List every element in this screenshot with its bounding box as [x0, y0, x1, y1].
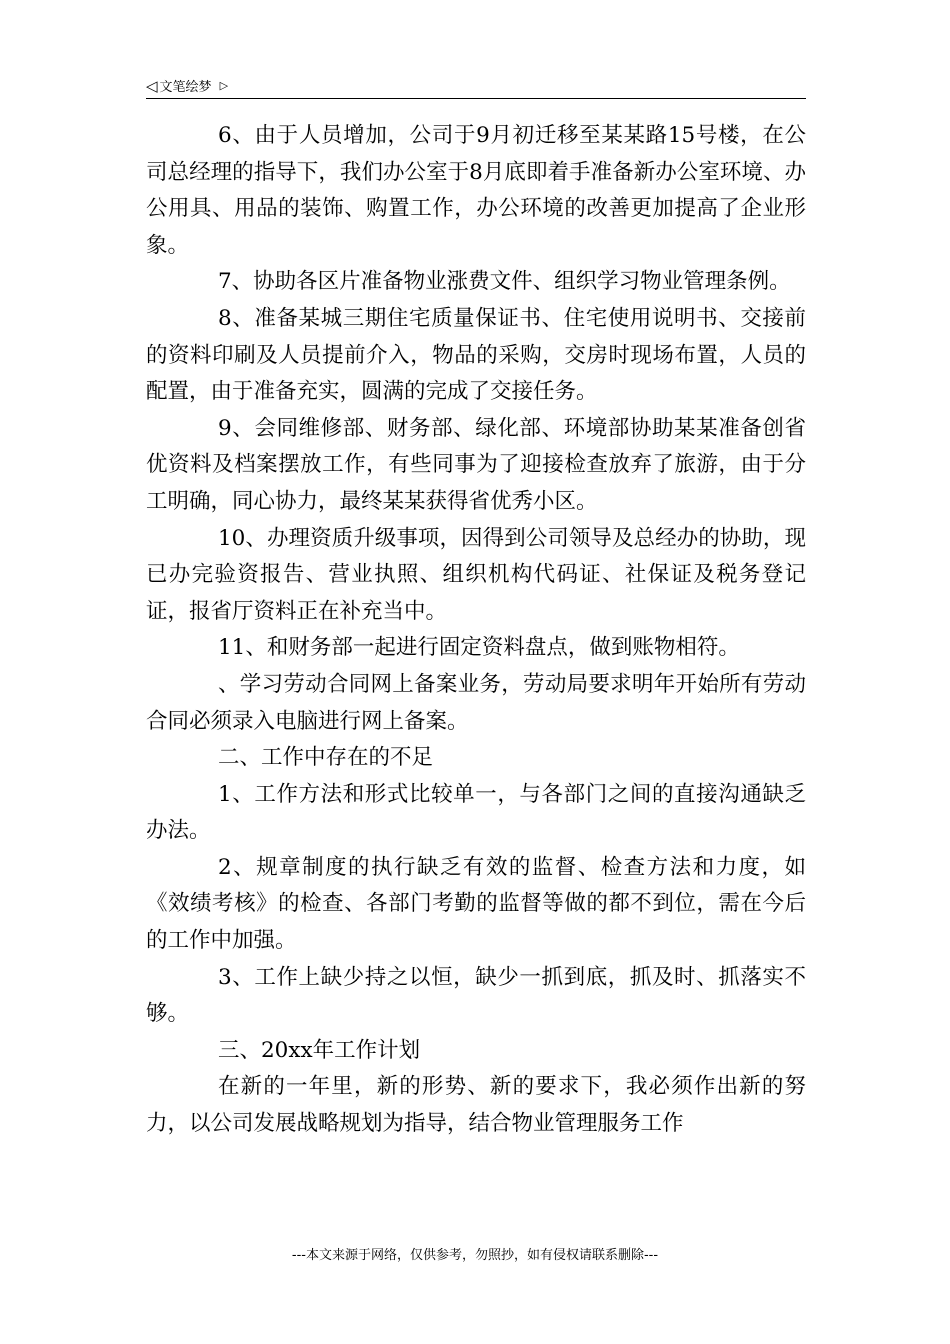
section-heading-plan: 三、20xx年工作计划 — [218, 1037, 421, 1063]
paragraph-item-8: 8、准备某城三期住宅质量保证书、住宅使用说明书、交接前的资料印刷及人员提前介入，物品的采购，交房时现场布置，人员的配置，由于准备充实，圆满的完成了交接任务。 — [146, 305, 806, 405]
paragraph-shortcoming-1: 1、工作方法和形式比较单一，与各部门之间的直接沟通缺乏办法。 — [146, 781, 806, 844]
paragraph-item-9: 9、会同维修部、财务部、绿化部、环境部协助某某准备创省优资料及档案摆放工作，有些同事为了迎接检查放弃了旅游，由于分工明确，同心协力，最终某某获得省优秀小区。 — [146, 415, 806, 514]
paragraph-item-12: 、学习劳动合同网上备案业务，劳动局要求明年开始所有劳动合同必须录入电脑进行网上备案。 — [146, 671, 806, 734]
triangle-right-icon: ▷ — [219, 79, 229, 92]
paragraph-shortcoming-3: 3、工作上缺少持之以恒，缺少一抓到底，抓及时、抓落实不够。 — [146, 964, 806, 1027]
paragraph-item-7: 7、协助各区片准备物业涨费文件、组织学习物业管理条例。 — [218, 269, 791, 295]
paragraph-item-6: 6、由于人员增加，公司于9月初迁移至某某路15号楼，在公司总经理的指导下，我们办公室于8月底即着手准备新办公室环境、办公用具、用品的装饰、购置工作，办公环境的改善更加提高了企业形象。 — [146, 123, 806, 258]
paragraph-plan-intro: 在新的一年里，新的形势、新的要求下，我必须作出新的努力，以公司发展战略规划为指导，结合物业管理服务工作 — [146, 1074, 806, 1137]
page-header — [146, 74, 806, 99]
footer-notice: ---本文来源于网络，仅供参考，勿照抄，如有侵权请联系删除--- — [291, 1248, 659, 1263]
header-brand — [146, 76, 228, 95]
section-heading-shortcomings: 二、工作中存在的不足 — [218, 745, 434, 771]
paragraph-item-11: 11、和财务部一起进行固定资料盘点，做到账物相符。 — [218, 635, 740, 661]
page-footer — [0, 1244, 950, 1263]
document-body — [146, 118, 806, 1143]
triangle-left-icon: ◁ — [146, 77, 158, 95]
brand-text: 文笔绘梦 — [159, 80, 212, 95]
paragraph-shortcoming-2: 2、规章制度的执行缺乏有效的监督、检查方法和力度，如《效绩考核》的检查、各部门考勤的监督等做的都不到位，需在今后的工作中加强。 — [146, 854, 806, 954]
paragraph-item-10: 10、办理资质升级事项，因得到公司领导及总经办的协助，现已办完验资报告、营业执照、组织机构代码证、社保证及税务登记证，报省厅资料正在补充当中。 — [146, 525, 806, 624]
